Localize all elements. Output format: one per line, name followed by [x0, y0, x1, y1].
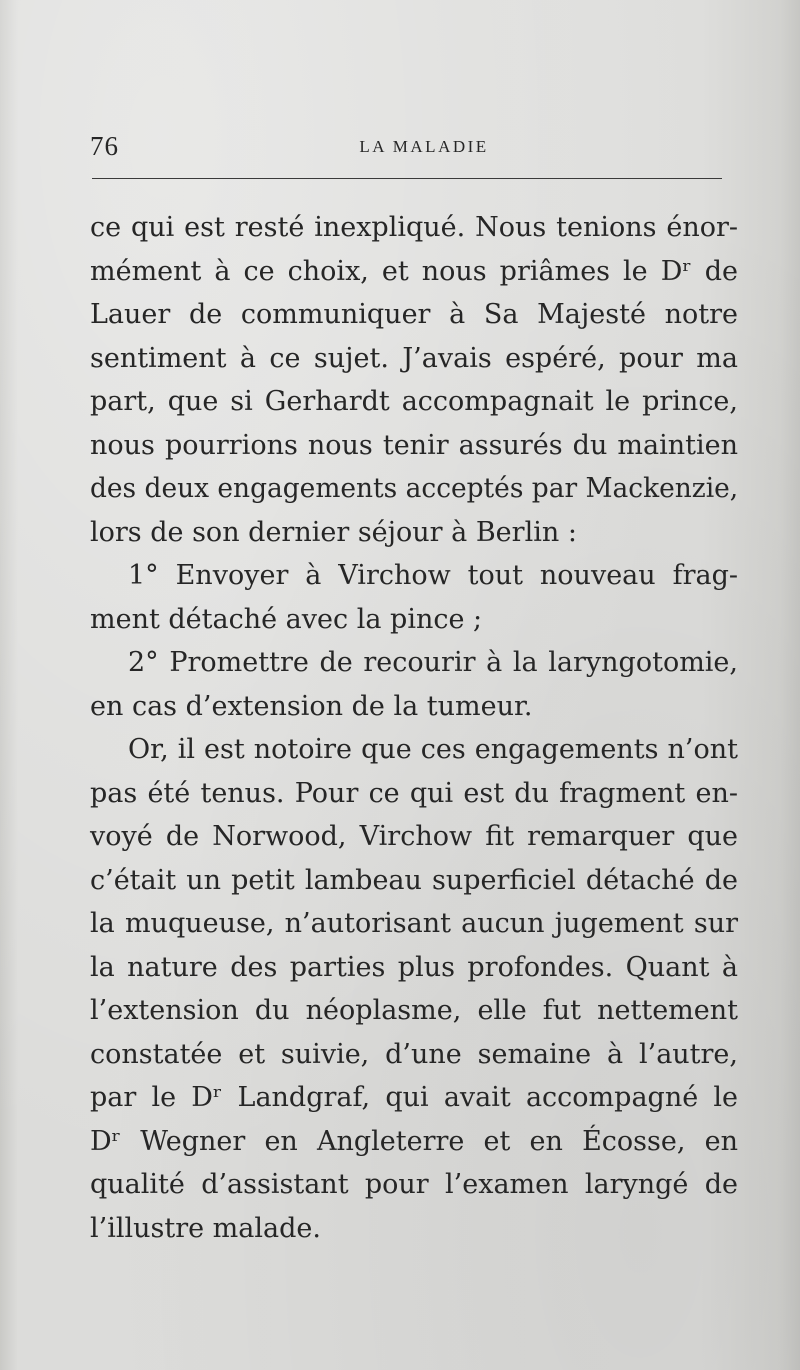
text-line: constatée et suivie, d’une semaine à l’autre,: [90, 1038, 738, 1070]
text-line: des deux engagements acceptés par Mackenzie,: [90, 473, 739, 504]
text-line: par le Dʳ Landgraf, qui avait accompagné le: [90, 1082, 738, 1113]
text-line: nous pourrions nous tenir assurés du maintien: [90, 429, 738, 461]
running-head: [90, 128, 722, 164]
list-item-line: ment détaché avec la pince ;: [90, 603, 483, 635]
list-item-line: 1° Envoyer à Virchow tout nouveau frag-: [128, 560, 738, 591]
list-item-line: en cas d’extension de la tumeur.: [90, 690, 533, 722]
page-number: 76: [90, 131, 119, 161]
text-line: voyé de Norwood, Virchow fit remarquer que: [90, 821, 738, 852]
body-text: [90, 206, 738, 1250]
text-line: Lauer de communiquer à Sa Majesté notre: [90, 299, 738, 330]
list-item-line: 2° Promettre de recourir à la laryngotomie,: [128, 647, 738, 678]
text-line: l’illustre malade.: [90, 1212, 321, 1244]
text-line: l’extension du néoplasme, elle fut nettement: [90, 995, 738, 1026]
text-line: lors de son dernier séjour à Berlin :: [90, 516, 577, 548]
running-title: LA MALADIE: [359, 137, 489, 156]
text-line: part, que si Gerhardt accompagnait le prince,: [90, 386, 738, 417]
header-rule: [92, 178, 722, 179]
text-line: ce qui est resté inexpliqué. Nous tenions énor-: [90, 212, 738, 243]
text-line: Dʳ Wegner en Angleterre et en Écosse, en: [90, 1125, 738, 1157]
text-line: Or, il est notoire que ces engagements n’ont: [128, 734, 738, 765]
text-line: la nature des parties plus profondes. Quant à: [90, 951, 738, 983]
text-line: la muqueuse, n’autorisant aucun jugement sur: [90, 908, 738, 939]
text-line: mément à ce choix, et nous priâmes le Dʳ de: [90, 255, 738, 287]
text-line: c’était un petit lambeau superficiel détaché de: [90, 864, 738, 896]
text-line: qualité d’assistant pour l’examen laryngé de: [90, 1169, 738, 1200]
text-line: sentiment à ce sujet. J’avais espéré, pour ma: [90, 342, 738, 374]
text-line: pas été tenus. Pour ce qui est du fragment en-: [90, 777, 738, 809]
